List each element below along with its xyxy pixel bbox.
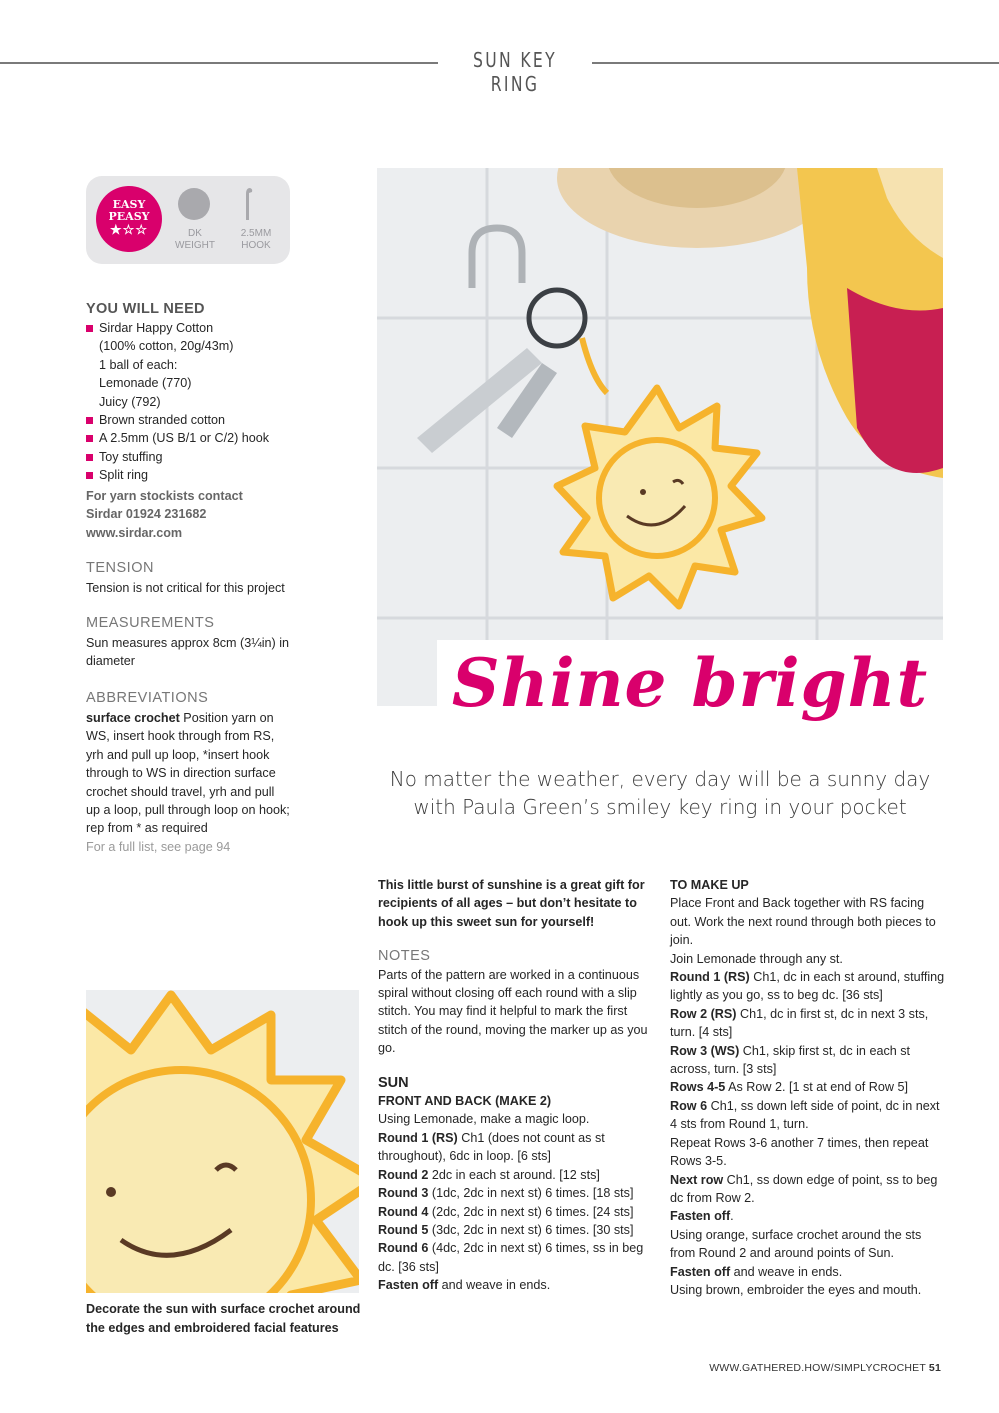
materials-item: Lemonade (770) xyxy=(99,376,192,391)
header-rule-right xyxy=(592,62,999,64)
pattern-step xyxy=(670,1281,945,1299)
notes-text: Parts of the pattern are worked in a continuous spiral without closing off each round with a slip stitch. You may find it helpful to mark the first stitch of the round, moving the marker up as you go. xyxy=(378,967,648,1056)
abbreviations-see-more: For a full list, see page 94 xyxy=(86,839,231,854)
step-text: Ch1, ss down edge of point, ss to beg dc from Row 2. xyxy=(670,1172,938,1205)
abbreviation-definition: Position yarn on WS, insert hook through from RS, yrh and pull up loop, *insert hook through to WS in direction surface crochet should travel, yrh and pull up a loop, pull through loop on hook; rep from * as required xyxy=(86,711,290,836)
materials-item: Split ring xyxy=(86,466,306,484)
main-photo xyxy=(377,168,943,706)
easy-peasy-icon xyxy=(96,186,162,252)
difficulty-stars: ★☆☆ xyxy=(110,223,148,238)
make-up-intro: Join Lemonade through any st. xyxy=(670,951,843,966)
step-label: Fasten off xyxy=(378,1278,439,1293)
weight-label-line1: DK xyxy=(188,228,202,239)
pattern-step xyxy=(670,1005,945,1042)
materials-item: 1 ball of each: xyxy=(99,357,178,372)
sun-heading: SUN xyxy=(378,1074,409,1091)
sun-intro: Using Lemonade, make a magic loop. xyxy=(378,1112,590,1127)
to-make-up-heading: TO MAKE UP xyxy=(670,878,749,892)
pattern-step xyxy=(670,1078,945,1096)
pattern-step xyxy=(670,1171,945,1208)
detail-photo xyxy=(86,990,359,1293)
step-text: and weave in ends. xyxy=(730,1264,843,1279)
step-text: (4dc, 2dc in next st) 6 times, ss in beg dc. [36 sts] xyxy=(378,1241,644,1274)
pattern-step xyxy=(670,968,945,1005)
step-label: Rows 4-5 xyxy=(670,1080,726,1095)
footer-url[interactable]: WWW.GATHERED.HOW/SIMPLYCROCHET xyxy=(709,1362,926,1374)
materials-item: Toy stuffing xyxy=(86,448,306,466)
hook-label xyxy=(231,228,281,252)
pattern-step xyxy=(378,1184,656,1202)
step-label: Round 1 (RS) xyxy=(378,1130,458,1145)
pattern-step xyxy=(378,1166,656,1184)
step-label: Round 4 xyxy=(378,1204,429,1219)
step-label: Round 3 xyxy=(378,1186,429,1201)
step-text: Ch1, dc in first st, dc in next 3 sts, turn. [4 sts] xyxy=(670,1006,929,1040)
step-text: Ch1, dc in each st around, stuffing lightly as you go, ss to beg dc. [36 sts] xyxy=(670,970,945,1003)
materials-item: A 2.5mm (US B/1 or C/2) hook xyxy=(86,429,306,447)
hook-label-line2: HOOK xyxy=(241,240,271,251)
photo-caption: Decorate the sun with surface crochet around the edges and embroidered facial features xyxy=(86,1302,361,1335)
you-will-need-heading: YOU WILL NEED xyxy=(86,301,205,317)
abbreviation-term: surface crochet xyxy=(86,711,180,725)
standfirst-line2: with Paula Green’s smiley key ring in your pocket xyxy=(413,795,907,819)
section-title: SUN KEY RING xyxy=(473,48,557,96)
difficulty-badge xyxy=(86,176,290,264)
yarn-ball-icon xyxy=(178,188,210,220)
pattern-step xyxy=(670,1207,945,1225)
page-footer xyxy=(709,1362,941,1374)
pattern-step xyxy=(670,1263,945,1281)
materials-list xyxy=(86,319,306,485)
measurements-text: Sun measures approx 8cm (3¼in) in diameter xyxy=(86,636,289,669)
step-label: Round 2 xyxy=(378,1167,429,1182)
standfirst xyxy=(380,765,940,821)
difficulty-line2: PEASY xyxy=(108,210,150,223)
crochet-hook-icon xyxy=(241,186,255,222)
pattern-step xyxy=(670,1042,945,1079)
step-label: Row 2 (RS) xyxy=(670,1006,737,1021)
step-text: (1dc, 2dc in next st) 6 times. [18 sts] xyxy=(428,1186,634,1201)
pattern-step xyxy=(378,1203,656,1221)
sun-subheading: FRONT AND BACK (MAKE 2) xyxy=(378,1094,552,1109)
step-text: (3dc, 2dc in next st) 6 times. [30 sts] xyxy=(428,1222,634,1237)
weight-label-line2: WEIGHT xyxy=(175,240,215,251)
article-title: Shine bright xyxy=(451,644,929,722)
pattern-step xyxy=(378,1239,656,1276)
step-text: Using brown, embroider the eyes and mouth. xyxy=(670,1282,922,1297)
make-up-intro: Place Front and Back together with RS facing out. Work the next round through both pieces to join. xyxy=(670,896,936,948)
standfirst-line1: No matter the weather, every day will be a sunny day xyxy=(389,767,931,791)
step-label: Round 6 xyxy=(378,1241,429,1256)
step-text: (2dc, 2dc in next st) 6 times. [24 sts] xyxy=(428,1204,634,1219)
step-label: Round 5 xyxy=(378,1222,429,1237)
step-label: Row 6 xyxy=(670,1098,708,1113)
notes-heading: NOTES xyxy=(378,948,431,965)
step-text: 2dc in each st around. [12 sts] xyxy=(428,1167,600,1182)
pattern-column-right xyxy=(670,876,945,1299)
pattern-step xyxy=(670,1097,945,1134)
pattern-step xyxy=(378,1221,656,1239)
step-label: Next row xyxy=(670,1172,724,1187)
tension-heading: TENSION xyxy=(86,560,154,576)
stockists-info xyxy=(86,487,306,542)
step-text: Repeat Rows 3-6 another 7 times, then repeat Rows 3-5. xyxy=(670,1135,929,1169)
stockists-line: For yarn stockists contact xyxy=(86,489,243,503)
difficulty-line1: EASY xyxy=(112,198,146,211)
weight-label xyxy=(170,228,220,252)
materials-item: Juicy (792) xyxy=(99,394,161,409)
step-label: Round 1 (RS) xyxy=(670,970,750,985)
page-number: 51 xyxy=(928,1362,941,1374)
pattern-column-middle xyxy=(378,876,656,1295)
header-rule-left xyxy=(0,62,438,64)
hook-label-line1: 2.5MM xyxy=(240,228,272,239)
step-text: Ch1 (does not count as st throughout), 6dc in loop. [6 sts] xyxy=(378,1130,605,1164)
materials-item: Sirdar Happy Cotton xyxy=(86,319,306,337)
step-label: Row 3 (WS) xyxy=(670,1043,740,1058)
measurements-heading: MEASUREMENTS xyxy=(86,615,215,631)
pattern-step xyxy=(670,1134,945,1171)
materials-item: Brown stranded cotton xyxy=(86,411,306,429)
step-text: As Row 2. [1 st at end of Row 5] xyxy=(725,1080,908,1095)
tension-text: Tension is not critical for this project xyxy=(86,581,285,595)
stockists-url[interactable]: www.sirdar.com xyxy=(86,525,183,540)
intro-text: This little burst of sunshine is a great gift for recipients of all ages – but don’t hesitate to hook up this sweet sun for yourself! xyxy=(378,878,645,929)
step-text: Ch1, ss down left side of point, dc in next 4 sts from Round 1, turn. xyxy=(670,1098,940,1132)
step-text: Ch1, skip first st, dc in each st across, turn. [3 sts] xyxy=(670,1043,911,1077)
abbreviations-text xyxy=(86,709,291,856)
materials-item: (100% cotton, 20g/43m) xyxy=(99,339,234,354)
abbreviations-heading: ABBREVIATIONS xyxy=(86,690,209,706)
pattern-step xyxy=(670,1226,945,1263)
step-text: Using orange, surface crochet around the sts from Round 2 and around points of Sun. xyxy=(670,1227,922,1261)
pattern-step xyxy=(378,1276,656,1294)
step-text: and weave in ends. xyxy=(438,1278,551,1293)
step-label: Fasten off xyxy=(670,1264,731,1279)
step-text: . xyxy=(730,1209,734,1224)
stockists-phone: Sirdar 01924 231682 xyxy=(86,507,207,522)
pattern-step xyxy=(378,1129,656,1166)
step-label: Fasten off xyxy=(670,1209,731,1224)
